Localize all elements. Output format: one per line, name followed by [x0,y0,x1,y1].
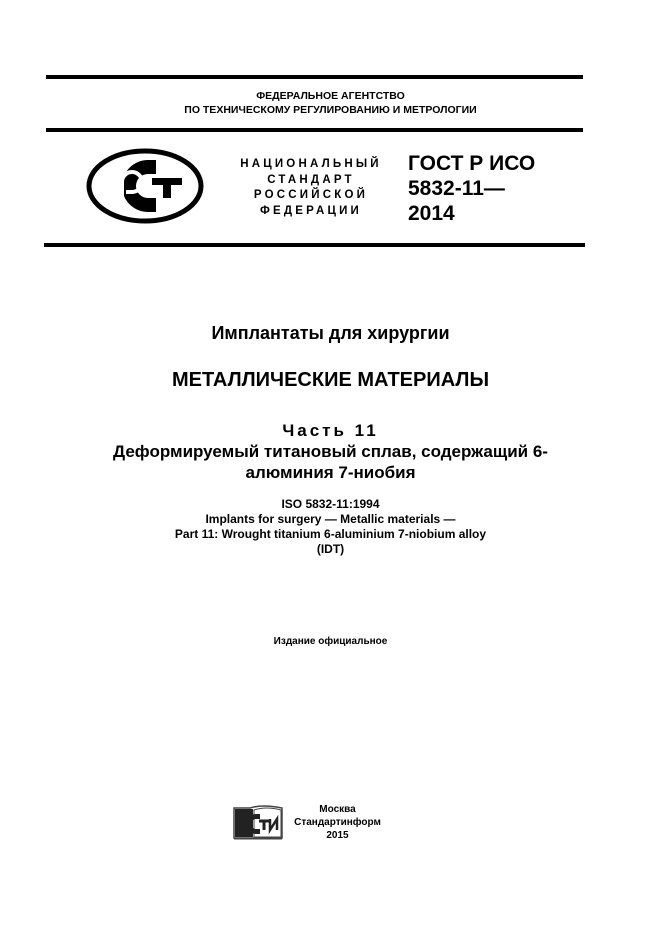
document-subject: Имплантаты для хирургии [211,323,450,343]
publisher-city: Москва [319,804,356,815]
national-standard-label: НАЦИОНАЛЬНЫЙ СТАНДАРТ РОССИЙСКОЙ ФЕДЕРАЦИИ [240,158,382,217]
iso-reference [0,497,661,557]
agency-header [0,89,661,117]
iso-title-line-2: Part 11: Wrought titanium 6-aluminium 7-niobium alloy [174,527,487,541]
agency-line-1: ФЕДЕРАЛЬНОЕ АГЕНТСТВО [256,90,405,102]
official-edition-label: Издание официальное [273,636,388,647]
standard-designation: ГОСТ Р ИСО 5832-11— 2014 [408,152,536,225]
middle-rule-1 [46,128,583,132]
agency-line-2: ПО ТЕХНИЧЕСКОМУ РЕГУЛИРОВАНИЮ И МЕТРОЛОГИИ [184,104,477,116]
rst-gost-logo-icon [86,148,204,224]
publisher-info [285,803,390,842]
iso-equivalence: (IDT) [316,542,345,556]
standartinform-logo-icon [232,804,284,842]
part-title-line-1: Деформируемый титановый сплав, содержащий 6- [113,442,548,461]
document-main-title: МЕТАЛЛИЧЕСКИЕ МАТЕРИАЛЫ [171,369,490,391]
publisher-name: Стандартинформ [294,817,381,828]
publication-year: 2015 [326,830,349,841]
part-number: Часть 11 [282,421,379,440]
part-title-line-2: алюминия 7-ниобия [245,463,416,482]
top-rule [46,75,583,79]
iso-title-line-1: Implants for surgery — Metallic materials — [205,512,456,526]
iso-number: ISO 5832-11:1994 [281,497,380,511]
part-title-block [0,420,661,483]
middle-rule-2 [44,243,585,247]
